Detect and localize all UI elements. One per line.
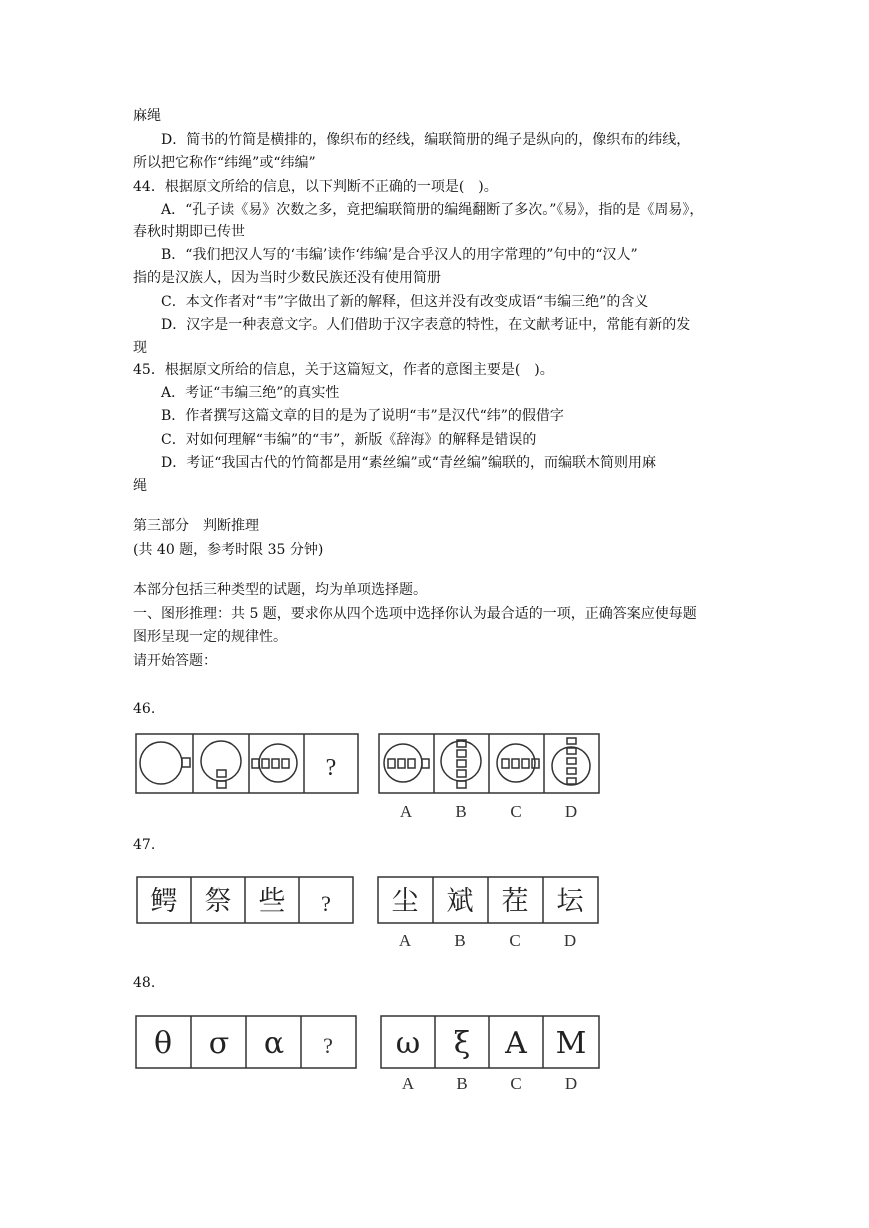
q48-question-mark: ? [323,1033,333,1058]
instruction-text: 请开始答题： [133,653,217,669]
q48-option-d: M [555,1026,587,1061]
question-47-number: 47. [133,837,156,853]
q48-stem-3: α [263,1026,285,1061]
section-subtitle: (共 40 题，参考时限 35 分钟) [133,542,324,558]
q48-label-b: B [456,1074,468,1093]
q48-figure [133,1010,608,1100]
q47-option-d: 坛 [556,886,584,917]
option-45-a: A．考证“韦编三绝”的真实性 [161,385,340,401]
text-line: D．简书的竹简是横排的，像织布的经线，编联简册的绳子是纵向的，像织布的纬线， [161,132,691,148]
text-line: 所以把它称作“纬绳”或“纬编” [133,155,316,171]
q47-label-d: D [563,931,577,950]
question-48-number: 48. [133,975,156,991]
q48-label-c: C [510,1074,522,1093]
q47-option-b: 斌 [446,886,474,917]
text-line: 麻绳 [133,108,161,124]
q47-stem-3: 些 [258,886,286,917]
option-44-b: B．“我们把汉人写的‘韦编’读作‘纬编’是合乎汉人的用字常理的”句中的“汉人” [161,247,638,263]
option-44-d: D．汉字是一种表意文字。人们借助于汉字表意的特性，在文献考证中，常能有新的发 [161,317,691,333]
text-line: 指的是汉族人，因为当时少数民族还没有使用简册 [133,270,441,286]
section-title: 第三部分 判断推理 [133,518,259,534]
q47-question-mark: ? [321,891,331,916]
q47-option-c: 茬 [501,886,529,917]
q46-label-c: C [510,802,522,821]
option-45-b: B．作者撰写这篇文章的目的是为了说明“韦”是汉代“纬”的假借字 [161,408,564,424]
q48-stem-1: θ [153,1026,173,1061]
q48-stem-2: σ [208,1026,230,1061]
q46-label-a: A [399,802,413,821]
q47-label-a: A [398,931,412,950]
instruction-text: 本部分包括三种类型的试题，均为单项选择题。 [133,582,427,598]
option-45-d: D．考证“我国古代的竹简都是用“素丝编”或“青丝编”编联的，而编联木简则用麻 [161,455,657,471]
q48-option-c: A [505,1026,527,1061]
instruction-text: 图形呈现一定的规律性。 [133,629,287,645]
text-line: 绳 [133,478,147,494]
question-44: 44．根据原文所给的信息，以下判断不正确的一项是( )。 [133,179,498,195]
question-45: 45．根据原文所给的信息，关于这篇短文，作者的意图主要是( )。 [133,362,554,378]
option-44-a: A．“孔子读《易》次数之多，竟把编联简册的编绳翻断了多次。”《易》，指的是《周易》， [161,202,704,218]
option-45-c: C．对如何理解“韦编”的“韦”，新版《辞海》的解释是错误的 [161,432,537,448]
q46-label-d: D [564,802,578,821]
q46-label-b: B [455,802,467,821]
q47-stem-2: 祭 [204,886,232,917]
q46-figure [133,730,608,825]
option-44-c: C．本文作者对“韦”字做出了新的解释，但这并没有改变成语“韦编三绝”的含义 [161,294,649,310]
q48-option-a: ω [395,1026,421,1061]
q47-label-b: B [454,931,466,950]
q46-question-mark: ? [325,755,337,781]
q48-label-a: A [401,1074,415,1093]
q47-label-c: C [509,931,521,950]
q47-figure [133,870,608,956]
q48-option-b: ξ [453,1026,471,1061]
text-line: 春秋时期即已传世 [133,224,245,240]
q48-label-d: D [564,1074,578,1093]
question-46-number: 46. [133,701,156,717]
q47-stem-1: 鳄 [150,886,178,917]
q47-option-a: 尘 [391,886,419,917]
text-line: 现 [133,340,147,356]
instruction-text: 一、图形推理：共 5 题，要求你从四个选项中选择你认为最合适的一项，正确答案应使每题 [133,606,697,622]
